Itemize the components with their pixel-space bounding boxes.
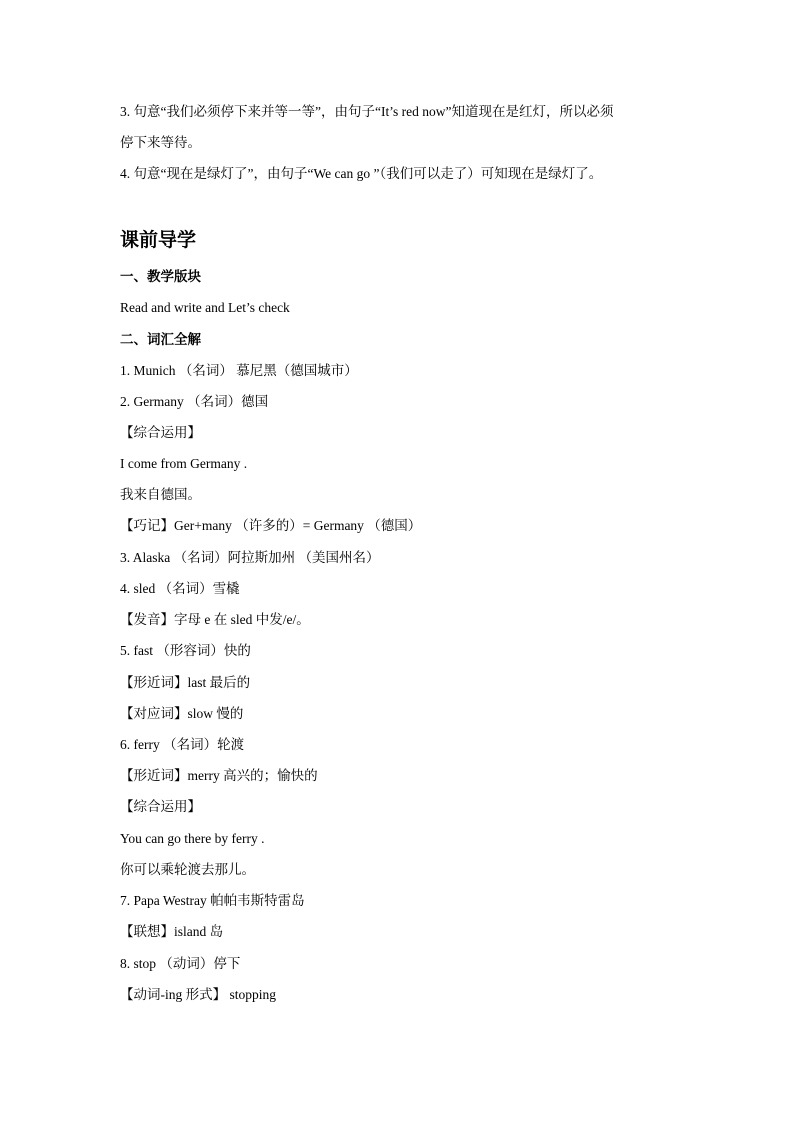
vocab-item-fast: 5. fast （形容词）快的: [120, 643, 251, 658]
subheading-teaching-section: 一、教学版块: [120, 269, 201, 284]
section-heading: 课前导学: [120, 230, 197, 251]
ing-form-stopping: 【动词-ing 形式】 stopping: [120, 987, 277, 1002]
vocab-item-stop: 8. stop （动词）停下: [120, 956, 241, 971]
similar-word-merry: 【形近词】merry 高兴的；愉快的: [120, 768, 318, 783]
example-sentence-zh: 我来自德国。: [120, 487, 201, 502]
vocab-item-sled: 4. sled （名词）雪橇: [120, 581, 240, 596]
vocab-item-munich: 1. Munich （名词） 慕尼黑（德国城市）: [120, 363, 358, 378]
subheading-vocabulary: 二、词汇全解: [120, 332, 201, 347]
explanation-4: 4. 句意“现在是绿灯了”，由句子“We can go ”（我们可以走了）可知现在是绿灯了。: [120, 166, 603, 181]
similar-word-last: 【形近词】last 最后的: [120, 675, 251, 690]
vocab-item-alaska: 3. Alaska （名词）阿拉斯加州 （美国州名）: [120, 550, 380, 565]
vocab-item-ferry: 6. ferry （名词）轮渡: [120, 737, 245, 752]
antonym-slow: 【对应词】slow 慢的: [120, 706, 244, 721]
example-sentence-en-2: You can go there by ferry .: [120, 831, 265, 846]
explanation-3-line-1: 3. 句意“我们必须停下来并等一等”，由句子“It’s red now”知道现在是红灯，所以必须: [120, 104, 614, 119]
example-sentence-zh-2: 你可以乘轮渡去那儿。: [120, 862, 255, 877]
vocab-item-papa-westray: 7. Papa Westray 帕帕韦斯特雷岛: [120, 893, 305, 908]
memory-tip: 【巧记】Ger+many （许多的）= Germany （德国）: [120, 518, 422, 533]
teaching-section-text: Read and write and Let’s check: [120, 300, 290, 315]
example-sentence-en: I come from Germany .: [120, 456, 248, 471]
pronunciation-note: 【发音】字母 e 在 sled 中发/e/。: [120, 612, 310, 627]
explanation-3-line-2: 停下来等待。: [120, 135, 201, 150]
usage-label: 【综合运用】: [120, 425, 201, 440]
association-island: 【联想】island 岛: [120, 924, 224, 939]
usage-label-2: 【综合运用】: [120, 799, 201, 814]
vocab-item-germany: 2. Germany （名词）德国: [120, 394, 269, 409]
